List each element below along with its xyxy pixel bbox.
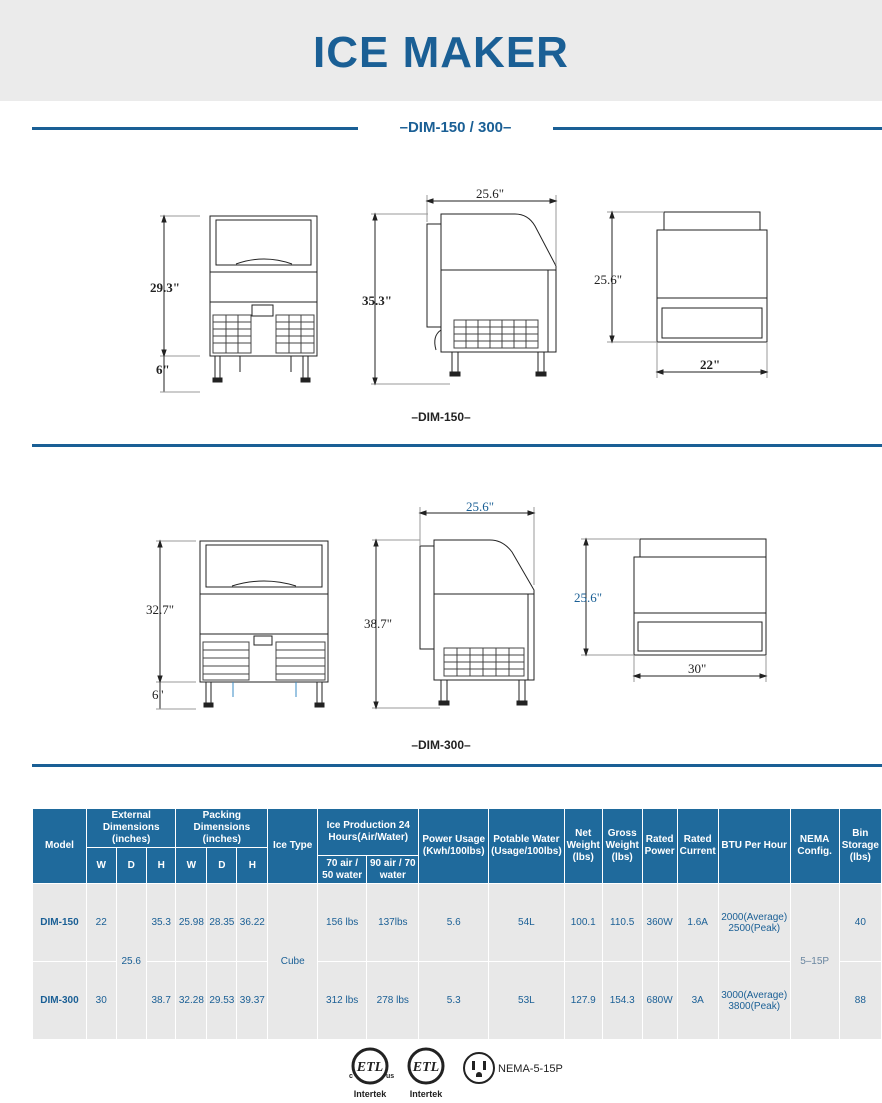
th-pack-h: H — [237, 848, 268, 884]
cell-gross: 154.3 — [602, 962, 642, 1040]
dim300-caption: –DIM-300– — [411, 738, 471, 752]
dim150-top-width: 22" — [700, 357, 721, 372]
th-ice-prod-a: 70 air / 50 water — [318, 856, 367, 884]
cell-ext-h: 35.3 — [146, 884, 175, 962]
th-ice-prod-b: 90 air / 70 water — [367, 856, 419, 884]
etl-mark-1 — [349, 1049, 394, 1099]
th-ext-dims: External Dimensions (inches) — [86, 809, 175, 848]
cell-water: 53L — [489, 962, 565, 1040]
etl-mark-2 — [409, 1049, 443, 1099]
dim150-side-depth: 25.6" — [476, 186, 505, 201]
cell-pack-d: 29.53 — [207, 962, 237, 1040]
cell-pack-w: 25.98 — [176, 884, 207, 962]
th-pack-dims: Packing Dimensions (inches) — [176, 809, 268, 848]
cell-current: 1.6A — [677, 884, 718, 962]
th-power-usage: Power Usage (Kwh/100lbs) — [419, 809, 489, 884]
th-ext-w: W — [86, 848, 116, 884]
cell-pack-w: 32.28 — [176, 962, 207, 1040]
cell-power: 680W — [642, 962, 677, 1040]
cell-bin: 88 — [839, 962, 881, 1040]
th-ext-h: H — [146, 848, 175, 884]
dim150-side-height: 35.3" — [362, 293, 392, 308]
cell-prod-b: 137lbs — [367, 884, 419, 962]
th-potable-water: Potable Water (Usage/100lbs) — [489, 809, 565, 884]
dim300-top-view — [581, 539, 766, 682]
nema-label: NEMA-5-15P — [498, 1063, 563, 1075]
cell-model: DIM-300 — [33, 962, 87, 1040]
th-ext-d: D — [116, 848, 146, 884]
dim150-top-depth: 25.6" — [594, 272, 623, 287]
th-btu: BTU Per Hour — [718, 809, 790, 884]
dim300-front-height: 32.7" — [146, 602, 175, 617]
cell-gross: 110.5 — [602, 884, 642, 962]
cell-prod-a: 156 lbs — [318, 884, 367, 962]
cell-net: 100.1 — [564, 884, 602, 962]
table-row — [33, 884, 882, 962]
cell-prod-a: 312 lbs — [318, 962, 367, 1040]
dim300-front-view — [156, 541, 328, 709]
th-rated-power: Rated Power — [642, 809, 677, 884]
cell-btu: 3000(Average) 3800(Peak) — [718, 962, 790, 1040]
dim300-side-depth: 25.6" — [466, 499, 495, 514]
spec-table — [32, 808, 882, 1040]
etl-text-1: ETL — [356, 1060, 384, 1075]
cell-current: 3A — [677, 962, 718, 1040]
etl-text-2: ETL — [412, 1060, 440, 1075]
intertek-label-1: Intertek — [353, 1089, 387, 1099]
th-ice-production: Ice Production 24 Hours(Air/Water) — [318, 809, 419, 856]
cell-power-usage: 5.3 — [419, 962, 489, 1040]
th-model: Model — [33, 809, 87, 884]
cell-power-usage: 5.6 — [419, 884, 489, 962]
cell-power: 360W — [642, 884, 677, 962]
cell-ext-w: 30 — [86, 962, 116, 1040]
dim300-leg-height: 6" — [152, 687, 164, 702]
dim150-caption: –DIM-150– — [411, 410, 471, 424]
section-title: –DIM-150 / 300– — [399, 119, 512, 136]
th-gross-weight: Gross Weight (lbs) — [602, 809, 642, 884]
cell-ext-h: 38.7 — [146, 962, 175, 1040]
c-label: c — [349, 1073, 353, 1080]
dim150-front-view — [160, 216, 317, 392]
intertek-label-2: Intertek — [409, 1089, 443, 1099]
section-divider-2 — [32, 764, 882, 767]
cell-ext-w: 22 — [86, 884, 116, 962]
dim300-side-height: 38.7" — [364, 616, 393, 631]
th-pack-d: D — [207, 848, 237, 884]
cell-model: DIM-150 — [33, 884, 87, 962]
cell-pack-h: 39.37 — [237, 962, 268, 1040]
th-pack-w: W — [176, 848, 207, 884]
cell-btu: 2000(Average) 2500(Peak) — [718, 884, 790, 962]
th-ice-type: Ice Type — [268, 809, 318, 884]
nema-plug-icon — [464, 1053, 494, 1083]
cell-pack-d: 28.35 — [207, 884, 237, 962]
cell-prod-b: 278 lbs — [367, 962, 419, 1040]
us-label: us — [386, 1073, 395, 1080]
page-title: ICE MAKER — [313, 28, 569, 77]
dim300-side-view — [372, 507, 534, 708]
th-nema: NEMA Config. — [790, 809, 839, 884]
dim300-top-width: 30" — [688, 661, 707, 676]
th-rated-current: Rated Current — [677, 809, 718, 884]
cell-bin: 40 — [839, 884, 881, 962]
cell-ext-d: 25.6 — [116, 884, 146, 1040]
cell-ice-type: Cube — [268, 884, 318, 1040]
dim150-leg-height: 6" — [156, 362, 170, 377]
cell-nema: 5–15P — [790, 884, 839, 1040]
dim150-front-height: 29.3" — [150, 280, 180, 295]
cell-water: 54L — [489, 884, 565, 962]
dim300-top-depth: 25.6" — [574, 590, 603, 605]
section-divider-1 — [32, 444, 882, 447]
dim150-side-view — [371, 195, 556, 384]
table-row — [33, 962, 882, 1040]
th-bin-storage: Bin Storage (lbs) — [839, 809, 881, 884]
dim150-top-view — [607, 212, 767, 378]
cell-net: 127.9 — [564, 962, 602, 1040]
cell-pack-h: 36.22 — [237, 884, 268, 962]
th-net-weight: Net Weight (lbs) — [564, 809, 602, 884]
